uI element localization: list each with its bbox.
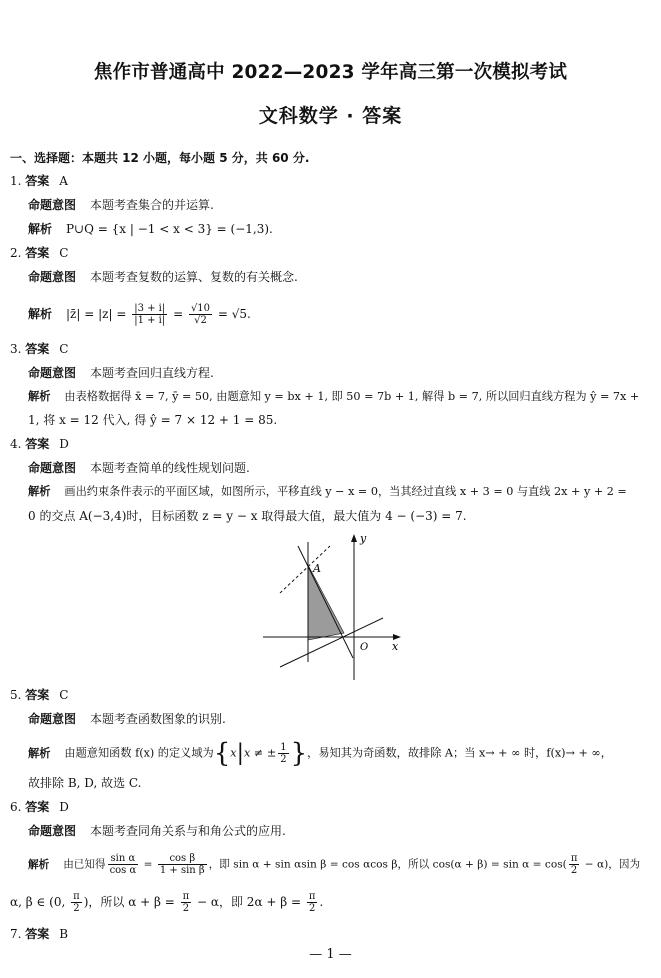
item-6-analysis-cont: α, β ∈ (0, $\frac{\pi}{2}$ )，所以 α + β = $\frac{\pi}{2}$ − α，即 2α + β = $\frac{\pi}{2}$ .	[10, 891, 324, 914]
objective-line	[280, 546, 330, 593]
item-3-analysis: 解析 由表格数据得 x̄ = 7, ȳ = 50, 由题意知 y = bx + 1, 即 50 = 7b + 1, 解得 b = 7, 所以回归直线方程为 ŷ = 7x +	[28, 390, 640, 403]
item-5-analysis-cont: 故排除 B, D, 故选 C.	[28, 776, 142, 790]
item-3-answer: 3. 答案 C	[10, 342, 69, 356]
item-5-answer: 5. 答案 C	[10, 688, 69, 702]
item-1-answer: 1. 答案 A	[10, 174, 68, 188]
item-4-answer: 4. 答案 D	[10, 437, 69, 451]
item-6-answer: 6. 答案 D	[10, 800, 69, 814]
page-subtitle: 文科数学 · 答案	[258, 105, 403, 127]
item-2-answer: 2. 答案 C	[10, 246, 69, 260]
item-3-analysis-cont: 1, 将 x = 12 代入, 得 ŷ = 7 × 12 + 1 = 85.	[28, 413, 278, 427]
item-7-answer: 7. 答案 B	[10, 927, 69, 941]
item-5-analysis: 解析 由题意知函数 f(x) 的定义域为{x|x ≠ ± $\frac{1}{2}$ }，易知其为奇函数，故排除 A；当 x→ + ∞ 时，f(x)→ + ∞，	[28, 738, 612, 769]
item-5-intent: 命题意图 本题考查函数图象的识别.	[28, 712, 226, 726]
item-3-intent: 命题意图 本题考查回归直线方程.	[28, 366, 214, 380]
x-axis-label: x	[392, 640, 399, 653]
item-2-analysis: 解析 |z̄| = |z| = $\frac{|3 + i|}{|1 + i|}$ = $\frac{√10}{√2}$ = √5.	[28, 303, 251, 326]
point-a-label: A	[313, 562, 321, 575]
feasible-region-figure	[258, 530, 408, 682]
item-6-analysis: 解析 由已知得 $\frac{\text{sin α}}{\text{cos α}}$ = $\frac{\text{cos β}}{\text{1 + sin β}}$ ，即 sin α + sin αsin β = cos αcos β，所以 cos(α + β) = sin α = cos( $\frac{\pi}{2}$ − α)，因为	[28, 853, 641, 876]
line-2x-y-2	[298, 546, 353, 658]
item-4-analysis-cont: 0 的交点 A(−3,4)时，目标函数 z = y − x 取得最大值，最大值为 4 − (−3) = 7.	[28, 509, 467, 523]
origin-label: O	[360, 642, 369, 653]
page-number: — 1 —	[309, 947, 352, 962]
item-6-intent: 命题意图 本题考查同角关系与和角公式的应用.	[28, 824, 286, 838]
y-axis-arrow-icon	[351, 534, 357, 542]
page-title: 焦作市普通高中 2022—2023 学年高三第一次模拟考试	[93, 62, 568, 83]
section-heading: 一、选择题：本题共 12 小题，每小题 5 分，共 60 分.	[10, 151, 310, 165]
item-1-analysis: 解析 P∪Q = {x | −1 < x < 3} = (−1,3).	[28, 222, 273, 236]
item-2-intent: 命题意图 本题考查复数的运算、复数的有关概念.	[28, 270, 298, 284]
item-4-intent: 命题意图 本题考查简单的线性规划问题.	[28, 461, 250, 475]
item-1-intent: 命题意图 本题考查集合的并运算.	[28, 198, 214, 212]
item-4-analysis: 解析 画出约束条件表示的平面区域，如图所示，平移直线 y − x = 0，当其经过直线 x + 3 = 0 与直线 2x + y + 2 =	[28, 485, 627, 498]
y-axis-label: y	[360, 532, 367, 545]
